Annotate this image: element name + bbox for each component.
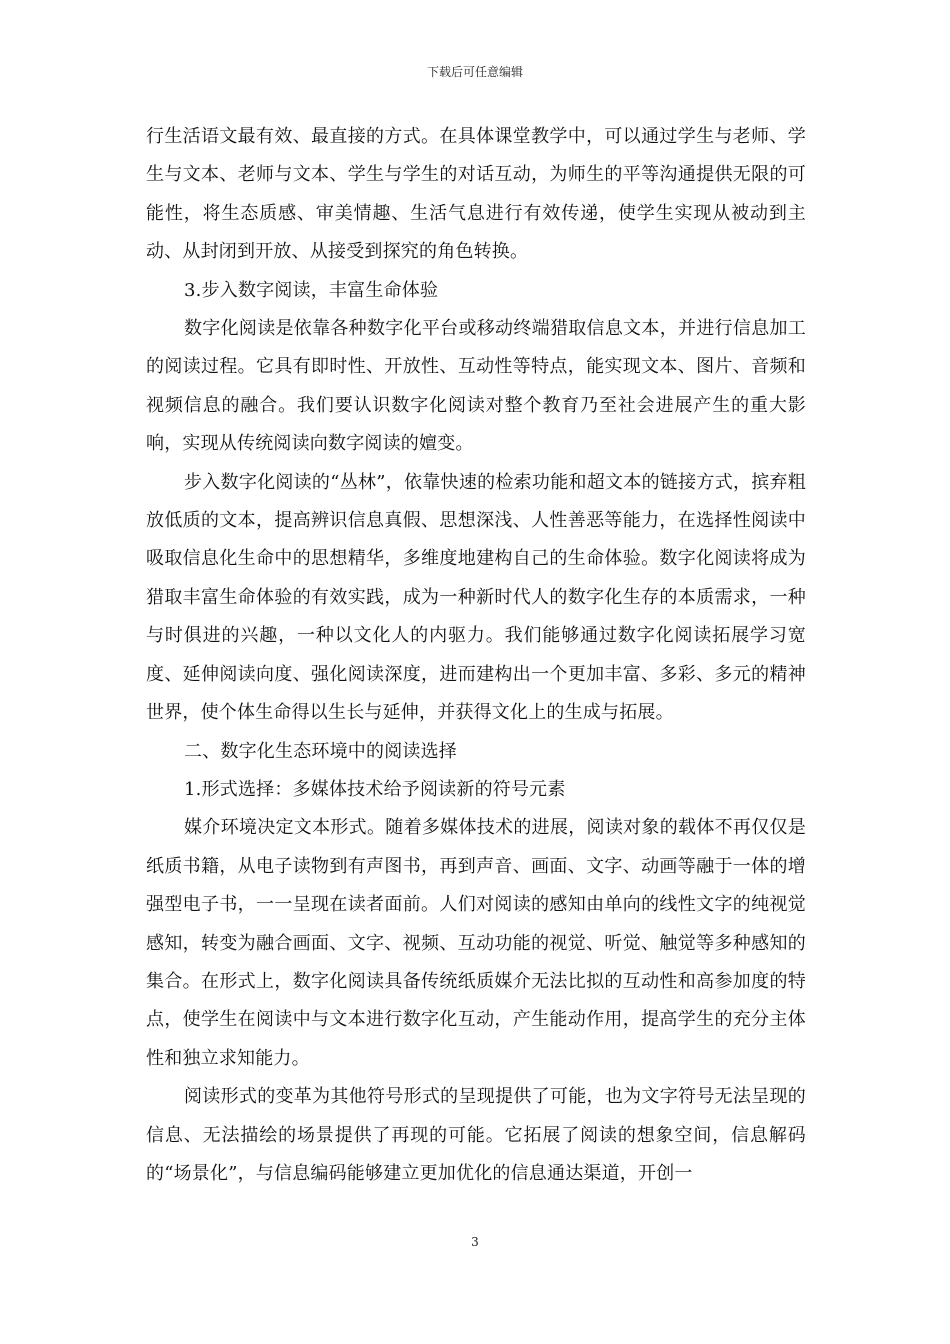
section-heading: 3.步入数字阅读，丰富生命体验 — [184, 279, 439, 301]
paragraph: 阅读形式的变革为其他符号形式的呈现提供了可能，也为文字符号无法呈现的信息、无法描绘的场景提供了再现的可能。它拓展了阅读的想象空间，信息解码的“场景化”，与信息编码能够建立更加优化的信息通达渠道，开创一 — [146, 1086, 806, 1184]
page-header: 下载后可任意编辑 — [426, 65, 523, 79]
page-number: 3 — [471, 1235, 479, 1249]
paragraph: 数字化阅读是依靠各种数字化平台或移动终端猎取信息文本，并进行信息加工的阅读过程。它具有即时性、开放性、互动性等特点，能实现文本、图片、音频和视频信息的融合。我们要认识数字化阅读对整个教育乃至社会进展产生的重大影响，实现从传统阅读向数字阅读的嬗变。 — [146, 318, 806, 455]
body-text — [146, 118, 806, 1193]
section-heading: 1.形式选择：多媒体技术给予阅读新的符号元素 — [184, 778, 566, 800]
paragraph: 步入数字化阅读的“丛林”，依靠快速的检索功能和超文本的链接方式，摈弃粗放低质的文本，提高辨识信息真假、思想深浅、人性善恶等能力，在选择性阅读中吸取信息化生命中的思想精华，多维度地建构自己的生命体验。数字化阅读将成为猎取丰富生命体验的有效实践，成为一种新时代人的数字化生存的本质需求，一种与时俱进的兴趣，一种以文化人的内驱力。我们能够通过数字化阅读拓展学习宽度、延伸阅读向度、强化阅读深度，进而建构出一个更加丰富、多彩、多元的精神世界，使个体生命得以生长与延伸，并获得文化上的生成与拓展。 — [146, 471, 806, 724]
paragraph: 媒介环境决定文本形式。随着多媒体技术的进展，阅读对象的载体不再仅仅是纸质书籍，从电子读物到有声图书，再到声音、画面、文字、动画等融于一体的增强型电子书，一一呈现在读者面前。人们对阅读的感知由单向的线性文字的纯视觉感知，转变为融合画面、文字、视频、互动功能的视觉、听觉、触觉等多种感知的集合。在形式上，数字化阅读具备传统纸质媒介无法比拟的互动性和高参加度的特点，使学生在阅读中与文本进行数字化互动，产生能动作用，提高学生的充分主体性和独立求知能力。 — [146, 817, 806, 1069]
paragraph: 行生活语文最有效、最直接的方式。在具体课堂教学中，可以通过学生与老师、学生与文本、老师与文本、学生与学生的对话互动，为师生的平等沟通提供无限的可能性，将生态质感、审美情趣、生活气息进行有效传递，使学生实现从被动到主动、从封闭到开放、从接受到探究的角色转换。 — [146, 126, 806, 263]
section-heading: 二、数字化生态环境中的阅读选择 — [184, 740, 457, 762]
